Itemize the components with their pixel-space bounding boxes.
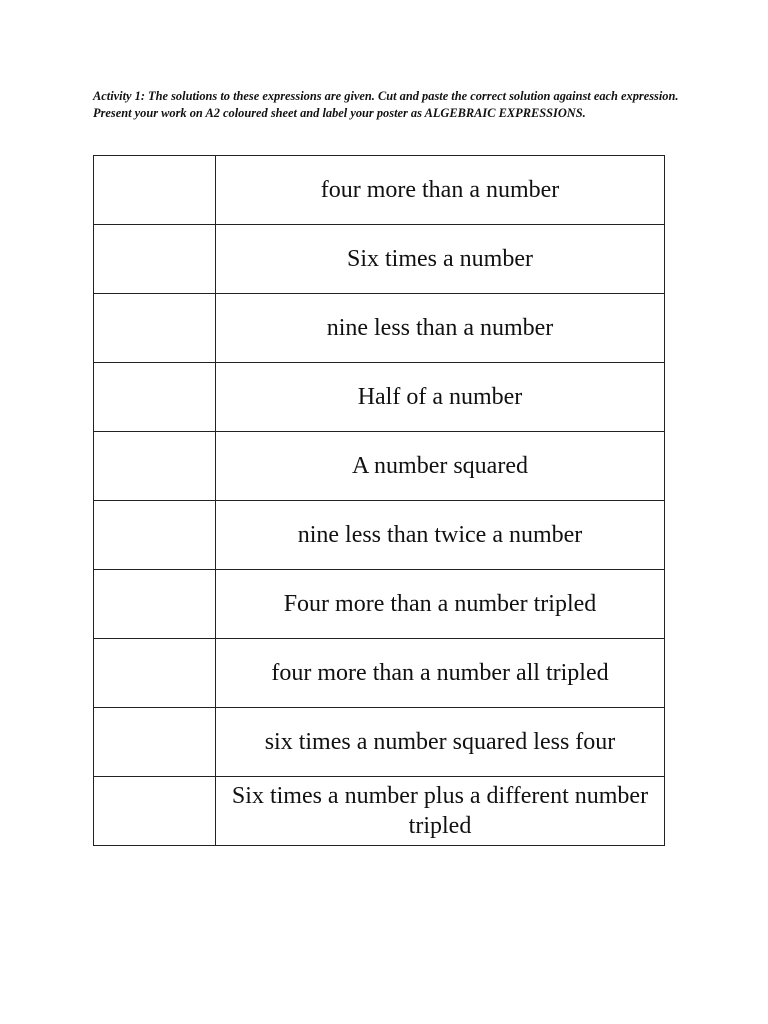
expressions-table — [93, 155, 665, 846]
solution-blank-cell — [94, 432, 216, 501]
table-row — [94, 294, 665, 363]
expression-cell: four more than a number — [216, 156, 665, 225]
solution-blank-cell — [94, 708, 216, 777]
expression-cell: Four more than a number tripled — [216, 570, 665, 639]
table-row — [94, 639, 665, 708]
table-row — [94, 777, 665, 846]
solution-blank-cell — [94, 294, 216, 363]
table-row — [94, 225, 665, 294]
expression-cell: Six times a number — [216, 225, 665, 294]
expression-cell: A number squared — [216, 432, 665, 501]
solution-blank-cell — [94, 777, 216, 846]
expression-cell: nine less than twice a number — [216, 501, 665, 570]
expression-cell: four more than a number all tripled — [216, 639, 665, 708]
table-row — [94, 708, 665, 777]
solution-blank-cell — [94, 225, 216, 294]
table-row — [94, 432, 665, 501]
table-row — [94, 156, 665, 225]
expression-cell: six times a number squared less four — [216, 708, 665, 777]
expression-cell: Six times a number plus a different number tripled — [216, 777, 665, 846]
expression-cell: Half of a number — [216, 363, 665, 432]
activity-instructions: Activity 1: The solutions to these expressions are given. Cut and paste the correct solution against each expression. Present your work on A2 coloured sheet and label your poster as ALGEBRAIC EXPRESSIONS. — [93, 89, 679, 120]
table-row — [94, 501, 665, 570]
expression-cell: nine less than a number — [216, 294, 665, 363]
solution-blank-cell — [94, 363, 216, 432]
table-row — [94, 363, 665, 432]
solution-blank-cell — [94, 156, 216, 225]
table-row — [94, 570, 665, 639]
solution-blank-cell — [94, 639, 216, 708]
solution-blank-cell — [94, 501, 216, 570]
solution-blank-cell — [94, 570, 216, 639]
